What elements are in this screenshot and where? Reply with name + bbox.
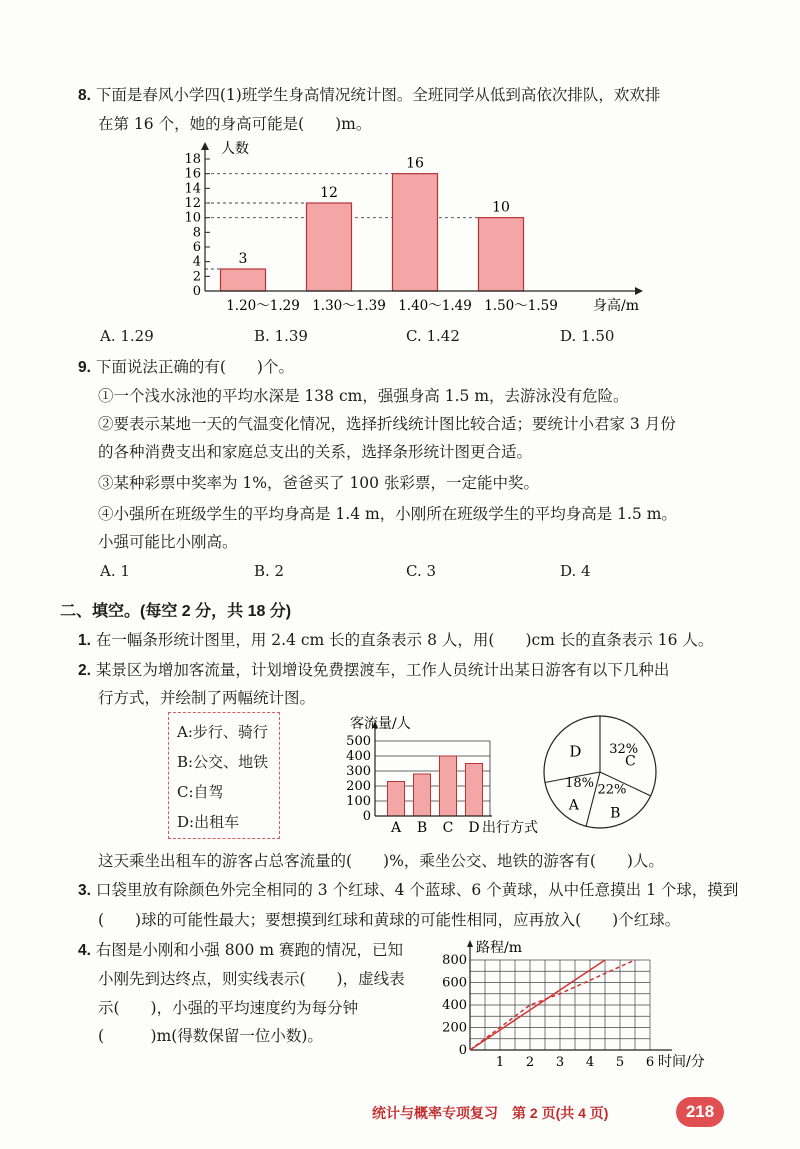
visitor-chart-categories [390, 820, 480, 836]
q9-option-b: B. 2 [254, 562, 285, 580]
height-chart-ytick-label: 8 [192, 225, 201, 241]
visitor-chart-ytick-label: 400 [346, 749, 371, 764]
visitor-chart-bar [414, 774, 431, 816]
race-chart-ytick-label: 200 [442, 1020, 467, 1036]
q8-line1 [78, 84, 660, 107]
f3-number: 3. [78, 882, 91, 899]
race-chart-xtick-label: 6 [645, 1055, 655, 1070]
q8-text1: 下面是春风小学四(1)班学生身高情况统计图。全班同学从低到高依次排队，欢欢排 [95, 86, 661, 104]
q8-number: 8. [78, 87, 91, 104]
pie-labels [565, 742, 638, 822]
q9-statement-4b: 小强可能比小刚高。 [98, 533, 238, 551]
q9-statement-2a: ②要表示某地一天的气温变化情况，选择折线统计图比较合适；要统计小君家 3 月份 [98, 415, 676, 433]
height-chart-guides [205, 174, 524, 269]
legend-item-d: D:出租车 [177, 813, 240, 831]
race-line-chart [440, 938, 710, 1070]
q9-statement-4a: ④小强所在班级学生的平均身高是 1.4 m，小刚所在班级学生的平均身高是 1.5 m。 [98, 505, 677, 523]
height-chart-xlabel: 身高/m [593, 298, 639, 314]
height-chart-ytick-label: 18 [184, 152, 201, 167]
footer-text: 统计与概率专项复习 第 2 页(共 4 页) [372, 1105, 609, 1121]
race-chart-ytick-label: 600 [442, 975, 467, 991]
visitor-chart-ytick-label: 100 [346, 794, 371, 809]
f1-number: 1. [78, 632, 91, 649]
visitor-chart-category-label: B [416, 820, 428, 836]
q9-line1 [78, 356, 294, 379]
f3-line2: ( )球的可能性最大；要想摸到红球和黄球的可能性相同，应再放入( )个红球。 [98, 911, 681, 929]
f2-line1 [78, 659, 669, 682]
height-chart-category-label: 1.30～1.39 [312, 298, 386, 314]
height-chart-x-arrow [635, 287, 643, 295]
race-chart-xtick-label: 1 [495, 1055, 505, 1070]
height-chart-ytick-label: 0 [192, 284, 201, 299]
q9-option-c: C. 3 [406, 562, 437, 580]
f2-number: 2. [78, 662, 91, 679]
q8-option-d: D. 1.50 [560, 327, 615, 345]
height-chart-bar-label: 16 [406, 155, 424, 172]
pie-slice-label: B [610, 805, 621, 822]
height-chart-bar [393, 174, 438, 291]
f4-number: 4. [78, 942, 91, 959]
visitor-chart-ytick-label: 500 [346, 734, 371, 749]
f3-text1: 口袋里放有除颜色外完全相同的 3 个红球、4 个蓝球、6 个黄球，从中任意摸出 1 个球，摸到 [95, 881, 739, 899]
pie-slice-label: D [569, 742, 582, 761]
q8-option-c: C. 1.42 [406, 327, 460, 345]
height-chart-ytick-label: 16 [184, 166, 201, 182]
f2-line2: 行方式，并绘制了两幅统计图。 [98, 689, 316, 707]
q9-statement-1: ①一个浅水泳池的平均水深是 138 cm，强强身高 1.5 m，去游泳没有危险。 [98, 387, 629, 405]
f1-line [78, 629, 713, 652]
visitor-chart-ylabel: 客流量/人 [350, 716, 411, 732]
visitor-chart-ytick-label: 200 [346, 779, 371, 794]
q9-option-a: A. 1 [100, 562, 130, 580]
travel-mode-pie-chart [540, 712, 660, 832]
q9-number: 9. [78, 359, 91, 376]
f2-answer-line: 这天乘坐出租车的游客占总客流量的( )%，乘坐公交、地铁的游客有( )人。 [98, 852, 664, 870]
visitor-chart-ytick-label: 300 [346, 764, 371, 779]
f3-line1 [78, 879, 738, 902]
f4-line4: ( )m(得数保留一位小数)。 [98, 1027, 323, 1045]
f4-line1 [78, 939, 403, 962]
q8-line2: 在第 16 个，她的身高可能是( )m。 [98, 115, 372, 133]
height-chart-ytick-label: 4 [192, 254, 201, 270]
race-chart-xtick-label: 3 [555, 1055, 565, 1070]
height-chart-ytick-label: 14 [184, 181, 201, 197]
q9-statement-2b: 的各种消费支出和家庭总支出的关系，选择条形统计图更合适。 [98, 443, 533, 461]
height-chart-bar [221, 269, 266, 291]
height-chart-bars [221, 156, 524, 291]
visitor-chart-bar [466, 764, 483, 817]
height-chart-ytick-label: 12 [184, 196, 201, 211]
height-chart-categories [226, 298, 558, 314]
race-chart-xtick-label: 4 [585, 1055, 595, 1070]
visitor-chart-category-label: D [468, 820, 480, 836]
height-chart-bar [307, 203, 352, 291]
height-chart-bar-label: 3 [238, 251, 248, 267]
height-chart-category-label: 1.20～1.29 [226, 298, 300, 314]
visitor-bar-chart [330, 712, 545, 840]
travel-mode-legend [168, 712, 280, 839]
legend-item-c: C:自驾 [177, 783, 224, 801]
legend-item-b: B:公交、地铁 [177, 753, 269, 771]
q9-statement-3: ③某种彩票中奖率为 1%，爸爸买了 100 张彩票，一定能中奖。 [98, 474, 539, 492]
pie-percent-label: 32% [609, 741, 639, 757]
visitor-chart-bar [388, 782, 405, 817]
page-number-badge: 218 [676, 1097, 724, 1127]
race-chart-ylabel: 路程/m [476, 940, 522, 956]
height-chart-category-label: 1.50～1.59 [484, 298, 558, 314]
legend-item-a: A:步行、骑行 [177, 723, 268, 741]
pie-slice-label: A [568, 797, 579, 814]
visitor-chart-category-label: C [442, 820, 454, 836]
race-chart-ytick-label: 400 [442, 998, 467, 1013]
f4-line3: 示( )，小强的平均速度约为每分钟 [98, 999, 359, 1017]
f4-line2: 小刚先到达终点，则实线表示( )，虚线表 [98, 970, 405, 988]
race-chart-xtick-label: 5 [615, 1055, 625, 1070]
height-chart-y-arrow [201, 142, 209, 150]
race-chart-xlabel: 时间/分 [658, 1054, 705, 1070]
race-chart-ytick-label: 0 [458, 1043, 467, 1058]
visitor-chart-xlabel: 出行方式 [482, 820, 538, 836]
race-chart-ytick-label: 800 [442, 953, 467, 968]
f4-text1: 右图是小刚和小强 800 m 赛跑的情况，已知 [95, 941, 403, 959]
q9-text1: 下面说法正确的有( )个。 [95, 358, 294, 376]
section-2-title: 二、填空。(每空 2 分，共 18 分) [60, 603, 292, 620]
race-chart-grid [442, 953, 654, 1070]
q8-option-a: A. 1.29 [100, 327, 154, 345]
height-chart-bar-label: 12 [320, 185, 338, 201]
pie-percent-label: 18% [565, 776, 595, 792]
f1-text: 在一幅条形统计图里，用 2.4 cm 长的直条表示 8 人，用( )cm 长的直条表示 16 人。 [95, 631, 714, 649]
pie-slice-label: C [625, 753, 636, 770]
height-chart-ytick-label: 2 [192, 269, 201, 285]
height-chart-ytick-label: 6 [192, 240, 201, 255]
height-chart-ytick-label: 10 [184, 210, 201, 226]
race-chart-y-arrow [467, 940, 473, 947]
pie-percent-label: 22% [597, 782, 627, 798]
visitor-chart-ytick-label: 0 [362, 809, 371, 824]
visitor-chart-bar [440, 756, 457, 816]
height-chart-category-label: 1.40～1.49 [398, 298, 472, 314]
race-chart-xtick-label: 2 [525, 1055, 535, 1070]
f2-text1: 某景区为增加客流量，计划增设免费摆渡车，工作人员统计出某日游客有以下几种出 [95, 661, 670, 679]
q9-option-d: D. 4 [560, 562, 591, 580]
visitor-chart-category-label: A [390, 820, 402, 836]
height-chart-bar-label: 10 [492, 199, 510, 216]
height-chart-bar [479, 218, 524, 291]
height-chart-ylabel: 人数 [221, 141, 249, 157]
height-bar-chart [175, 140, 665, 320]
q8-option-b: B. 1.39 [254, 327, 308, 345]
